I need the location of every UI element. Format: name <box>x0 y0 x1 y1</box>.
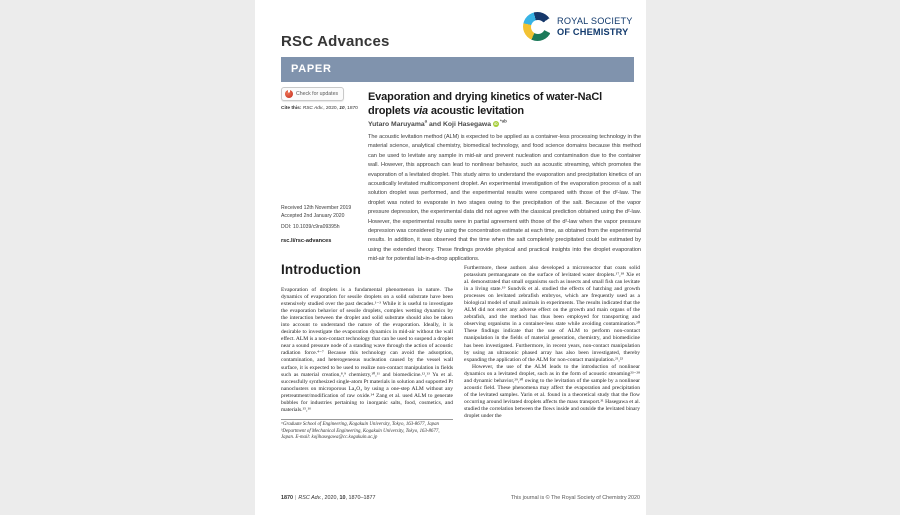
accepted-date: Accepted 2nd January 2020 <box>281 212 345 219</box>
article-title-line1: Evaporation and drying kinetics of water-NaCl <box>368 91 603 103</box>
journal-title: RSC Advances <box>281 33 390 50</box>
body-paragraph: Evaporation of droplets is a fundamental phenomenon in nature. The dynamics of evaporation for sessile droplets on a solid substrate have been extensively studied over the past decades.¹⁻³ While it is useful to investigate the evaporation behavior of sessile droplets, complex wetting dynamics by the interaction between the droplet and solid substrate should also be taken into account to understand the nature of the evaporation. Ideally, it is desirable to investigate the evaporation dynamics in mid-air without the wall effect. ALM is a non-contact technology that can be used to suspend a droplet near a sound pressure node of a standing wave through the action of acoustic radiation force.⁴⁻⁷ Because this technology can avoid the adsorption, contamination, and heterogeneous nucleation caused by the vessel wall surface, it is expected to be used to realize non-contact manipulation in fields such as material creation,⁸,⁹ chemistry,¹⁰,¹¹ and biomedicine.¹²,¹³ Yu et al. successfully synthesized single-atom Pt materials in solution and supported Pt nanoclusters on microporous La₂O₃ by using a one-step ALM without any pretreatment/modification of raw oxide.¹⁴ Zang et al. used ALM to generate bubbles for industries pertaining to inorganic salts, food, cosmetics, and materials.¹⁵,¹⁶ <box>281 287 453 413</box>
body-paragraph: Furthermore, these authors also developed a microreactor that coats solid potassium permanganate on the surface of levitated water droplets.¹⁷,¹⁸ Xie et al. demonstrated that small organisms such as insects and small fish can levitate in a living state.¹⁹ Sundvik et al. studied the effects of hatching and growth processes on levitated zebrafish embryos, which are frequently used as a biological model of small animals in experiments. The results indicated that the ALM did not exert any adverse effect on the growth and main organs of the zebrafish, and the method has thus been employed for transporting and observing organisms in a container-less state while avoiding contamination.²⁰ These findings indicate that the use of ALM to perform non-contact manipulation in the fields of material generation, chemistry, and biomedicine has been investigated. Furthermore, in recent years, non-contact manipulation by using an ultrasonic phased array has also been investigated, thereby expanding the application of the ALM for non-contact manipulation.²¹,²² <box>464 265 640 363</box>
affiliation-footnotes <box>281 419 453 442</box>
abstract-text: The acoustic levitation method (ALM) is expected to be applied as a container-less processing technology in the material science, analytical chemistry, biomedical technology, and food science domains because this method can be used to levitate any sample in mid-air and prevent nucleation and contamination due to the container wall. However, this approach can lead to nonlinear behavior, such as acoustic streaming, which promotes the evaporation of a levitated droplet. This study aims to understand the evaporation and precipitation kinetics of an acoustically levitated multicomponent droplet. An experimental investigation of the evaporation process of a salt solution droplet was performed, and the experimental results were compared with those of the d²-law. The droplet was noted to evaporate in two stages owing to the precipitation of the salt. Because of the vapor pressure depression, the experimental data did not agree with the classical prediction obtained using the d²-law. However, the experimental results were in partial agreement with those of the d²-law when the vapor pressure depression was considered by using the concentration estimate at each time, as obtained from the experimental results. In addition, it was observed that the time when the salt completely precipitated could be estimated by using the extended theory. These findings provide physical and practical insights into the droplet evaporation mid-air for potential lab-in-a-drop applications. <box>368 134 641 263</box>
footer-copyright: This journal is © The Royal Society of Chemistry 2020 <box>510 495 640 501</box>
author-2-affiliation-sup: *ab <box>499 118 507 124</box>
affiliation-footnote-a: ᵃGraduate School of Engineering, Kogakuin University, Tokyo, 163-8677, Japan <box>281 422 439 428</box>
affiliation-footnote-b: ᵇDepartment of Mechanical Engineering, Kogakuin University, Tokyo, 163-8677, Japan. E-mail: kojihasegawa@cc.kogakuin.ac.jp <box>281 428 440 441</box>
footer-year: , 2020, <box>321 495 340 501</box>
manuscript-dates <box>281 205 351 220</box>
footer-citation <box>281 495 375 501</box>
check-for-updates-label: Check for updates <box>296 91 339 97</box>
rsc-logo-line2: OF CHEMISTRY <box>557 26 629 37</box>
footer-pages: , 1870–1877 <box>345 495 376 501</box>
check-for-updates-button[interactable] <box>281 87 344 101</box>
footer-journal: RSC Adv. <box>298 495 322 501</box>
author-1: Yutaro Maruyama <box>368 121 425 128</box>
rsc-logo-icon <box>523 12 552 41</box>
body-paragraph: However, the use of the ALM leads to the introduction of nonlinear dynamics on a levitated droplet, such as in the form of acoustic streaming²³⁻²⁸ and dynamic behavior,²⁹,³⁰ owing to the levitation of the sample by a nonlinear acoustic field. These phenomena may affect the evaporation and precipitation of the levitated samples. Yarin et al. found in a theoretical study that the flow occurring around levitated droplets affects the mass transport.³¹ Hasegawa et al. studied the correlation between the flows inside and outside the levitated binary droplet under the <box>464 364 640 420</box>
authors-join: and <box>427 121 443 128</box>
cite-label: Cite this: <box>281 106 303 111</box>
cite-journal: RSC Adv. <box>302 106 324 111</box>
doi: DOI: 10.1039/c9ra09395h <box>281 224 340 230</box>
author-line <box>368 118 507 128</box>
footer-page-number: 1870 <box>281 495 293 501</box>
title-via-italic: via <box>413 105 428 117</box>
rsc-logo-line1: ROYAL SOCIETY <box>557 16 633 27</box>
article-title <box>368 90 650 118</box>
body-column-right <box>464 265 640 421</box>
rsc-logo <box>523 12 633 41</box>
section-heading-introduction: Introduction <box>281 262 361 277</box>
received-date: Received 12th November 2019 <box>281 205 352 211</box>
cite-page: , 1870 <box>344 106 358 111</box>
crossmark-icon <box>285 90 293 98</box>
paper-type-banner: PAPER <box>281 57 634 82</box>
cite-volume: 10 <box>339 106 345 111</box>
body-column-left <box>281 287 453 442</box>
footer-volume: 10 <box>339 495 346 501</box>
paper-page <box>255 0 646 515</box>
journal-url-link[interactable]: rsc.li/rsc-advances <box>281 238 332 244</box>
orcid-icon[interactable]: iD <box>494 122 498 126</box>
article-title-line2: droplets via acoustic levitation <box>368 105 524 117</box>
footer-separator: | <box>295 495 297 501</box>
rsc-logo-text <box>557 16 633 36</box>
author-2: Koji Hasegawa <box>443 121 491 128</box>
author-1-affiliation-sup: a <box>424 118 428 124</box>
citation-info <box>281 106 373 113</box>
cite-year: , 2020, <box>323 106 340 111</box>
